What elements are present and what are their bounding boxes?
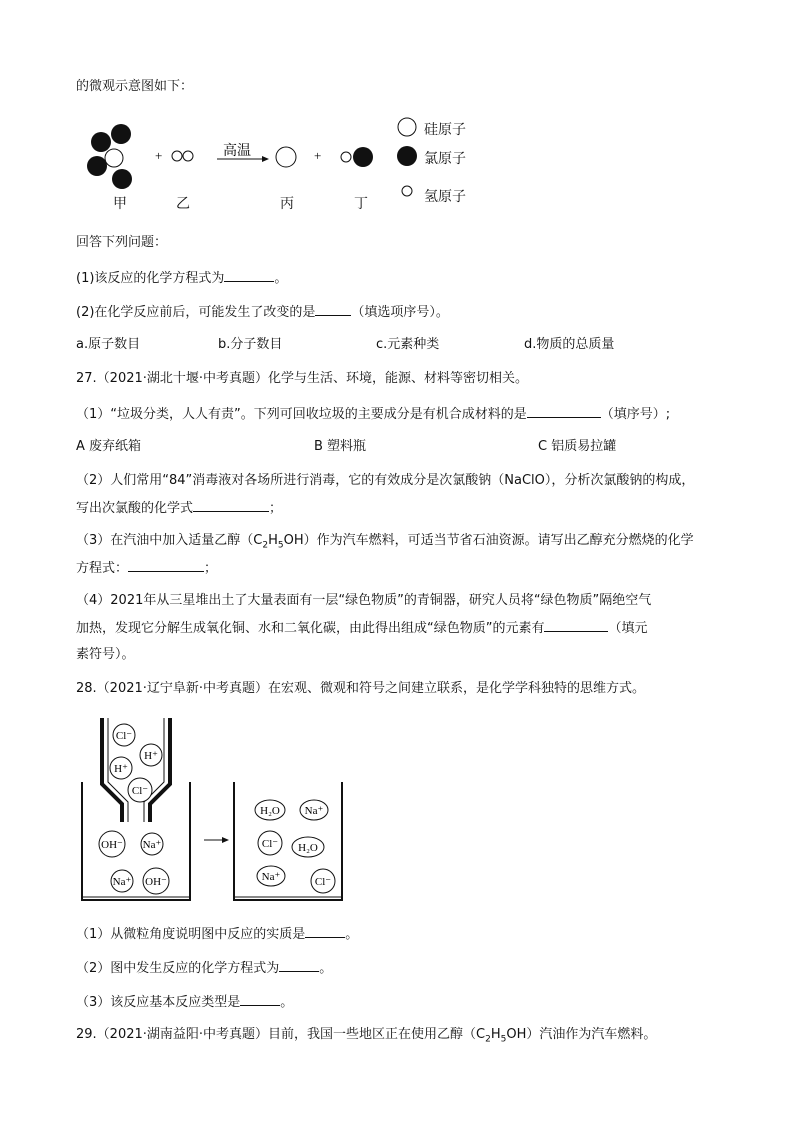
right-ion-2: Na⁺: [304, 805, 324, 817]
answer-blank[interactable]: [544, 618, 608, 632]
legend-cl-label: 氯原子: [424, 151, 466, 167]
right-ion-5: Na⁺: [261, 871, 281, 883]
legend-h-label: 氢原子: [424, 189, 466, 205]
q27-heading: 27.（2021·湖北十堰·中考真题）化学与生活、环境，能源、材料等密切相关。: [76, 371, 529, 386]
q27-part4-line1: （4）2021年从三星堆出土了大量表面有一层“绿色物质”的青铜器，研究人员将“绿色物质”隔绝空气: [76, 593, 652, 608]
q26-option-d: d.物质的总质量: [524, 337, 615, 352]
q26-part2: (2)在化学反应前后，可能发生了改变的是 （填选项序号）。: [76, 302, 449, 322]
q27-part3-line1: （3）在汽油中加入适量乙醇$(C_2H_5OH)$作为汽车燃料，可适当节省石油资源。请写出乙醇充分燃烧的化学: [76, 533, 694, 551]
q29-heading: 29.（2021·湖南益阳·中考真题）目前，我国一些地区正在使用乙醇$(C_2H_5OH)$汽油作为汽车燃料。: [76, 1027, 657, 1045]
answer-blank[interactable]: [240, 992, 280, 1006]
tube-ion-3: H⁺: [114, 763, 128, 775]
label-jia: 甲: [113, 196, 127, 212]
molecule-ding: [341, 147, 373, 167]
q26-option-a: a.原子数目: [76, 337, 141, 352]
legend-cl-icon: [397, 146, 417, 166]
q26-option-b: b.分子数目: [218, 337, 283, 352]
left-ion-1: OH⁻: [101, 839, 123, 851]
label-ding: 丁: [354, 196, 368, 212]
answer-blank[interactable]: [128, 558, 204, 572]
q27-part2-line2: 写出次氯酸的化学式 ；: [76, 498, 282, 518]
q27-part3-line2: 方程式： ；: [76, 558, 217, 578]
condition-label: 高温: [223, 144, 251, 159]
q27-part4-line3: 素符号）。: [76, 647, 135, 662]
q28-heading: 28.（2021·辽宁阜新·中考真题）在宏观、微观和符号之间建立联系，是化学学科独特的思维方式。: [76, 681, 646, 696]
q28-part1: （1）从微粒角度说明图中反应的实质是 。: [76, 924, 358, 944]
molecule-jia: [87, 124, 132, 189]
answer-blank[interactable]: [279, 958, 319, 972]
q26-prompt: 回答下列问题：: [76, 235, 168, 250]
right-ion-4: H₂O: [298, 842, 318, 854]
q28-part2: （2）图中发生反应的化学方程式为 。: [76, 958, 332, 978]
left-ion-2: Na⁺: [142, 839, 162, 851]
tube-ion-1: Cl⁻: [115, 730, 133, 742]
q26-part1: (1)该反应的化学方程式为 。: [76, 268, 287, 288]
q27-option-b: B 塑料瓶: [314, 439, 367, 454]
q27-option-a: A 废弃纸箱: [76, 439, 142, 454]
q27-option-c: C 铝质易拉罐: [538, 439, 617, 454]
q27-part2-line1: （2）人们常用“84”消毒液对各场所进行消毒，它的有效成分是次氯酸钠（NaClO），分析次氯酸钠的构成，: [76, 473, 695, 488]
q26-option-c: c.元素种类: [376, 337, 440, 352]
answer-blank[interactable]: [193, 498, 269, 512]
plus-sign-2: +: [314, 148, 322, 163]
left-ion-3: Na⁺: [112, 876, 132, 888]
answer-blank[interactable]: [224, 268, 274, 282]
right-ion-6: Cl⁻: [314, 876, 332, 888]
tube-ion-2: H⁺: [144, 750, 158, 762]
neutralization-diagram: [76, 714, 366, 904]
legend-h-icon: [402, 186, 412, 196]
right-ion-3: Cl⁻: [261, 838, 279, 850]
legend-si-icon: [398, 118, 416, 136]
answer-blank[interactable]: [305, 924, 345, 938]
left-ion-4: OH⁻: [145, 876, 167, 888]
molecule-bing: [276, 147, 296, 167]
label-bing: 丙: [280, 196, 294, 212]
reaction-arrow-head: [262, 156, 269, 162]
q28-part3: （3）该反应基本反应类型是 。: [76, 992, 293, 1012]
molecule-yi: [172, 151, 193, 161]
answer-blank[interactable]: [315, 302, 351, 316]
q27-part1: （1）“垃圾分类，人人有责”。下列可回收垃圾的主要成分是有机合成材料的是 （填序号）;: [76, 404, 670, 424]
intro-text: 的微观示意图如下：: [76, 79, 194, 94]
tube-ion-4: Cl⁻: [131, 785, 149, 797]
plus-sign-1: +: [155, 148, 163, 163]
answer-blank[interactable]: [527, 404, 601, 418]
right-ion-1: H₂O: [260, 805, 280, 817]
legend-si-label: 硅原子: [424, 122, 466, 138]
q27-part4-line2: 加热，发现它分解生成氧化铜、水和二氧化碳，由此得出组成“绿色物质”的元素有 （填元: [76, 618, 648, 638]
reaction-arrow-head-2: [222, 837, 229, 843]
label-yi: 乙: [176, 196, 190, 212]
